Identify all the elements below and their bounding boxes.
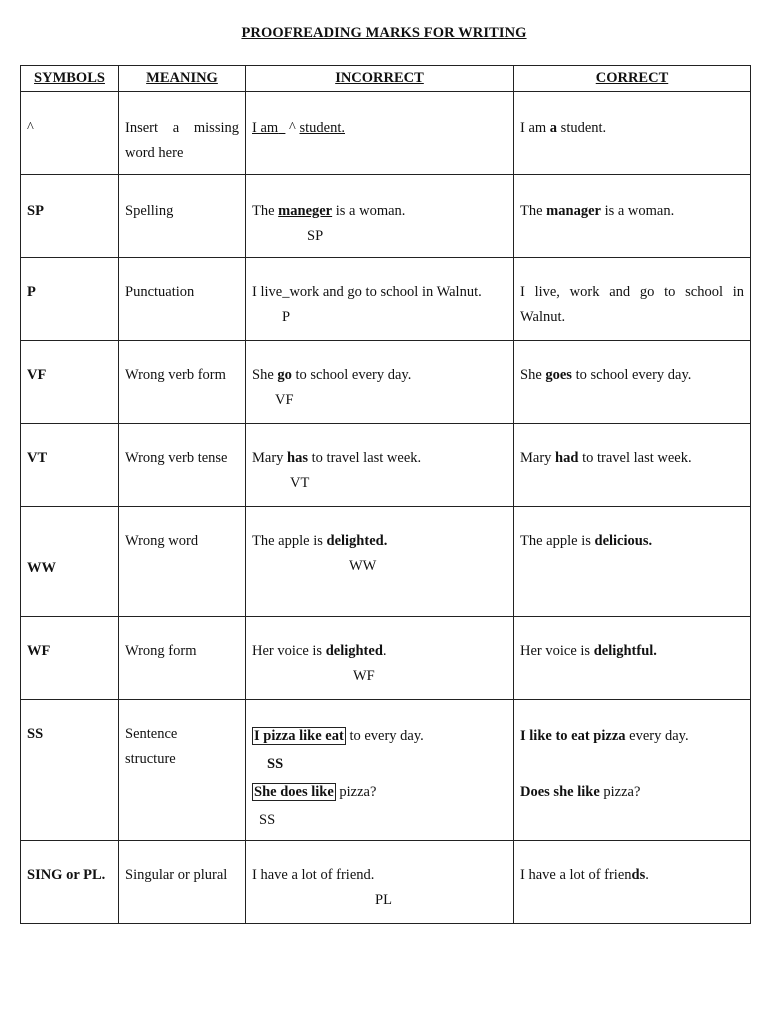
correct-text: I have a lot of frien (520, 867, 632, 883)
symbol-cell (21, 841, 119, 924)
table-row (21, 700, 751, 841)
symbol-cell (21, 341, 119, 424)
meaning-cell (119, 700, 246, 841)
table-row (21, 424, 751, 507)
meaning-cell (119, 175, 246, 258)
header-symbols: SYMBOLS (21, 66, 119, 92)
meaning-text: Wrong word (125, 533, 199, 549)
table-row (21, 507, 751, 617)
proof-mark: VT (290, 475, 310, 491)
symbol: SS (27, 726, 44, 742)
correct-line: I live, work and go to school in (520, 284, 744, 300)
correct-text: The (520, 203, 547, 219)
symbol: WW (27, 560, 56, 576)
symbol-cell (21, 617, 119, 700)
correct-text: to travel last week. (578, 450, 692, 466)
symbol: WF (27, 643, 51, 659)
meaning-cell (119, 617, 246, 700)
proofreading-marks-table (20, 65, 751, 924)
symbol-cell (21, 258, 119, 341)
table-row (21, 175, 751, 258)
symbol: SP (27, 203, 44, 219)
incorrect-cell (246, 341, 514, 424)
incorrect-sentence: The maneger is a woman. (252, 203, 406, 219)
proof-mark: WW (349, 558, 377, 574)
meaning-text: Singular or plural (125, 867, 228, 883)
correct-cell (514, 700, 751, 841)
symbol-cell (21, 424, 119, 507)
symbol-cell (21, 507, 119, 617)
symbol: VT (27, 450, 48, 466)
correct-emphasis: delicious. (594, 533, 653, 549)
incorrect-sentence: I live_work and go to school in Walnut. (252, 284, 482, 300)
header-incorrect: INCORRECT (246, 66, 514, 92)
correct-emphasis: goes (545, 367, 572, 383)
incorrect-sentence: The apple is delighted. (252, 533, 388, 549)
meaning-text: Wrong verb tense (125, 450, 228, 466)
symbol-cell (21, 92, 119, 175)
proof-mark: SP (307, 228, 324, 244)
symbol-cell (21, 175, 119, 258)
meaning-text: Wrong form (125, 643, 197, 659)
incorrect-sentence: I pizza like eat to every day. (254, 728, 424, 744)
correct-text: Her voice is (520, 643, 594, 659)
meaning-cell (119, 258, 246, 341)
correct-cell (514, 424, 751, 507)
meaning-text: Punctuation (125, 284, 195, 300)
incorrect-text: student. (299, 120, 345, 136)
header-meaning: MEANING (119, 66, 246, 92)
meaning-line: structure (125, 751, 176, 767)
meaning-text: Spelling (125, 203, 174, 219)
proof-mark: WF (353, 668, 375, 684)
meaning-cell (119, 92, 246, 175)
correct-text: is a woman. (600, 203, 675, 219)
correct-line: Walnut. (520, 309, 566, 325)
symbol-cell (21, 700, 119, 841)
header-correct: CORRECT (514, 66, 751, 92)
incorrect-sentence: She does like pizza? (254, 784, 377, 800)
correct-text: I am (520, 120, 550, 136)
proof-mark: PL (375, 892, 392, 908)
table-row (21, 341, 751, 424)
correct-text: The apple is (520, 533, 595, 549)
correct-text: student. (557, 120, 607, 136)
correct-emphasis: had (555, 450, 579, 466)
meaning-text: Wrong verb form (125, 367, 226, 383)
correct-cell (514, 841, 751, 924)
incorrect-sentence: She go to school every day. (252, 367, 412, 383)
table-row (21, 92, 751, 175)
correct-emphasis: a (549, 120, 558, 136)
incorrect-sentence: Her voice is delighted. (252, 643, 387, 659)
incorrect-cell (246, 92, 514, 175)
table-row (21, 258, 751, 341)
correct-emphasis: delightful. (593, 643, 657, 659)
correct-text: to school every day. (571, 367, 692, 383)
meaning-line: word here (125, 145, 184, 161)
meaning-cell (119, 341, 246, 424)
correct-sentence: Does she like pizza? (520, 784, 641, 800)
correct-cell (514, 617, 751, 700)
incorrect-cell (246, 507, 514, 617)
correct-cell (514, 92, 751, 175)
table-row (21, 617, 751, 700)
incorrect-sentence: Mary has to travel last week. (252, 450, 422, 466)
incorrect-text: I am (252, 120, 279, 136)
meaning-cell (119, 841, 246, 924)
incorrect-cell (246, 700, 514, 841)
correct-emphasis: manager (546, 203, 601, 219)
caret-mark: ^ (289, 120, 296, 136)
incorrect-cell (246, 175, 514, 258)
meaning-cell (119, 424, 246, 507)
proof-mark: P (282, 309, 291, 325)
table-row (21, 841, 751, 924)
proof-mark: SS (259, 812, 276, 828)
meaning-line: Insert a missing (125, 120, 239, 136)
correct-cell (514, 175, 751, 258)
correct-cell (514, 341, 751, 424)
symbol: SING or PL. (27, 867, 106, 883)
correct-text: Mary (520, 450, 556, 466)
incorrect-cell (246, 841, 514, 924)
meaning-cell (119, 507, 246, 617)
proof-mark: SS (267, 756, 284, 772)
page-title: PROOFREADING MARKS FOR WRITING (241, 25, 527, 41)
incorrect-cell (246, 617, 514, 700)
symbol: ^ (27, 120, 34, 136)
symbol: P (27, 284, 36, 300)
incorrect-sentence: I have a lot of friend. (252, 867, 375, 883)
incorrect-cell (246, 258, 514, 341)
meaning-line: Sentence (125, 726, 178, 742)
symbol: VF (27, 367, 47, 383)
incorrect-cell (246, 424, 514, 507)
correct-text: . (645, 867, 649, 883)
correct-emphasis: ds (631, 867, 646, 883)
correct-cell (514, 258, 751, 341)
correct-text: She (520, 367, 546, 383)
proof-mark: VF (275, 392, 294, 408)
table-header-row (21, 66, 751, 92)
correct-cell (514, 507, 751, 617)
correct-sentence: I like to eat pizza every day. (520, 728, 689, 744)
